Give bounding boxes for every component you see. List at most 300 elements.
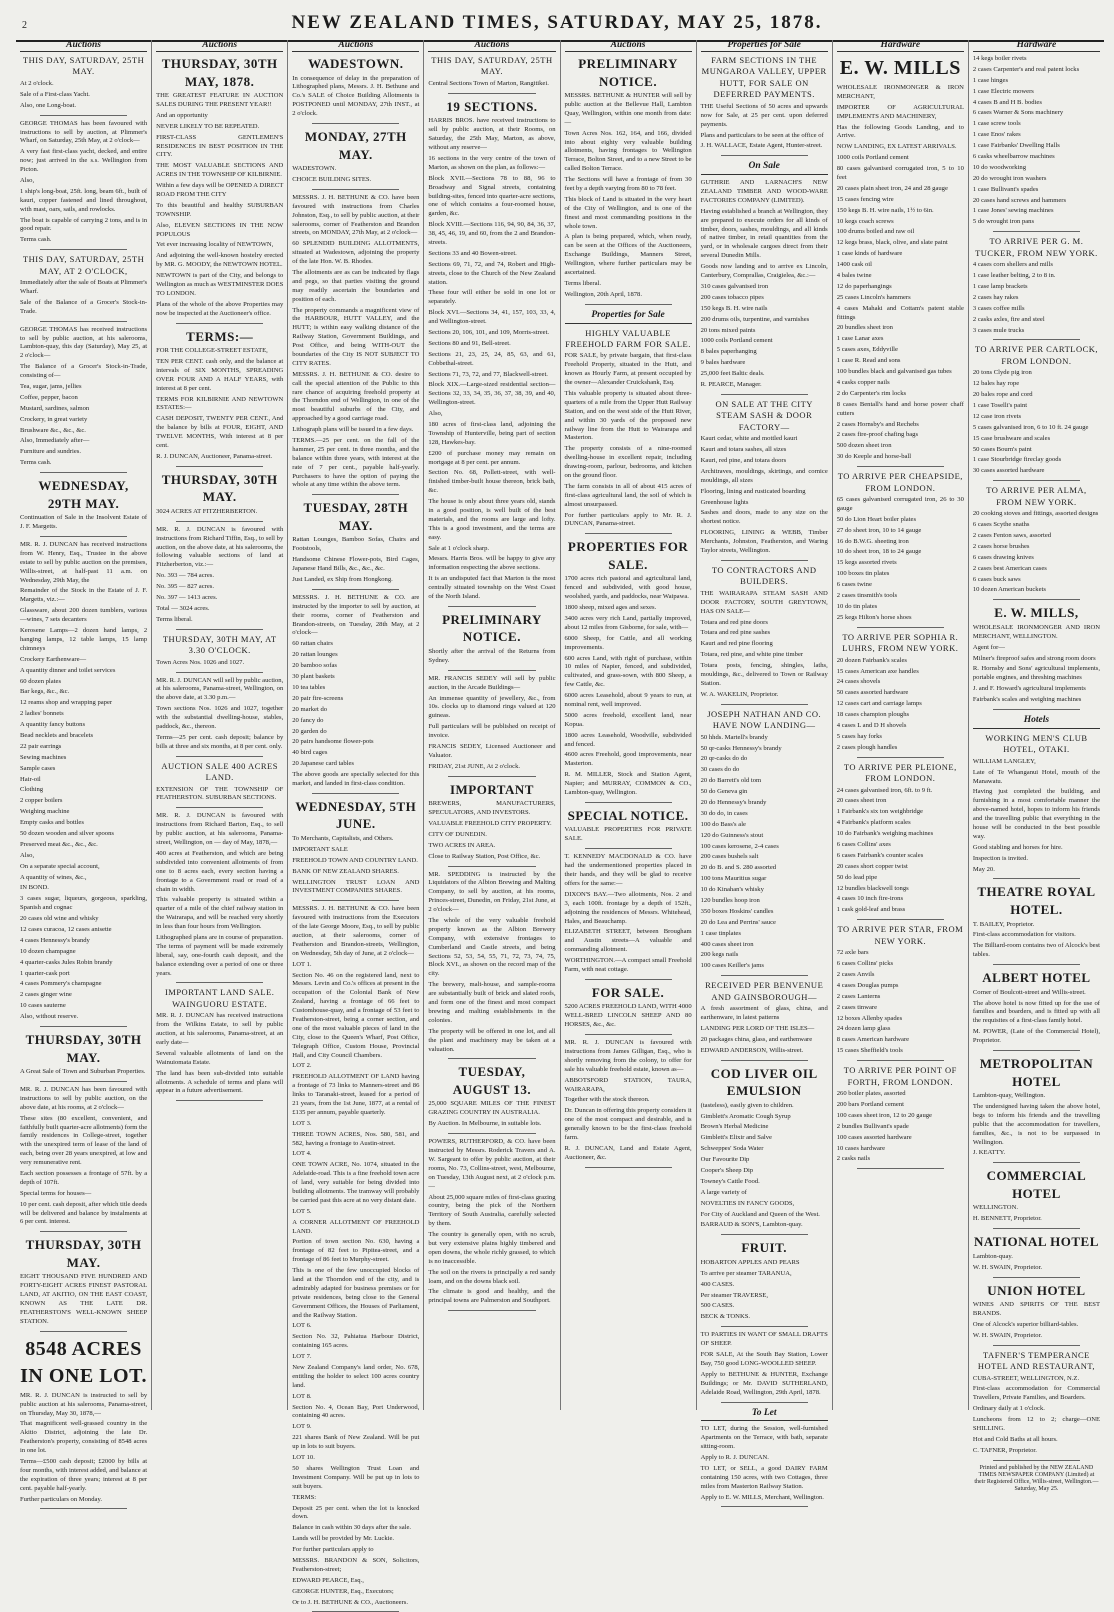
ad-line: 25,000 SQUARE MILES OF THE FINEST GRAZING COUNTRY IN AUSTRALIA. <box>428 1100 556 1117</box>
ad-heading: TAFNER'S TEMPERANCE HOTEL AND RESTAURANT, <box>977 1349 1096 1372</box>
ad-line: Lambton-quay, Wellington. <box>972 1092 1046 1100</box>
ad-line: The Sections will have a frontage of from 30 feet by a depth varying from 80 to 78 feet. <box>564 176 692 192</box>
ad-line: The house is only about three years old, stands in a good position, is well built of the best materials, and the rooms are large and lofty. This is a good investment, and the terms are easy. <box>428 498 556 541</box>
ad-divider <box>993 1050 1080 1051</box>
ad-line: 4 cases corn shellers and mills <box>972 261 1053 269</box>
ad-line: MESSRS. BRANDON & SON, Solicitors, Featherston-street; <box>292 1556 420 1573</box>
ad-divider <box>993 1277 1080 1278</box>
ad-line: A CORNER ALLOTMENT OF FREEHOLD LAND. <box>292 1218 420 1235</box>
ad-line: Deposit 25 per cent. when the lot is knocked down. <box>292 1504 420 1521</box>
ad-line: NOVELTIES IN FANCY GOODS, <box>700 1199 795 1207</box>
advertisement <box>156 328 283 462</box>
ad-line: A very fast first-class yacht, decked, and entire now; just arrived in the s.s. Wellington from Picton. <box>20 148 148 174</box>
ad-line: Sections 69, 71, 72, and 74, Robert and High-streets, close to the Church of the New Zealand station. <box>428 260 556 286</box>
ad-line: A fresh assortment of glass, china, and earthenware, in latest patterns <box>700 1005 828 1022</box>
advertisement <box>973 883 1100 960</box>
ad-line: First-class accommodation for Commercial Travellers, Private Families, and Boarders. <box>972 1385 1100 1402</box>
ad-line: Cooper's Sheep Dip <box>700 1167 754 1175</box>
ad-line: 2 cases ginger wine <box>20 991 72 999</box>
ad-line: Sale at 1 o'clock sharp. <box>428 544 490 552</box>
ad-line: 50 do Geneva gin <box>700 788 748 796</box>
ad-line: MR. R. J. DUNCAN has received instructions from W. Henry, Esq., Trustee in the above estate to sell by public auction on the premises, Willis-street, at half-past 11 a.m. on Wednesday, 29th May, the <box>20 541 148 584</box>
ad-line: Kauri, red pine, and totara doors <box>700 457 787 465</box>
ad-line: New Zealand Company's land order, No. 678, entitling the holder to select 100 acres country land. <box>292 1364 420 1389</box>
advertisement <box>428 55 555 89</box>
ad-line: Towney's Cattle Food. <box>700 1177 760 1185</box>
ad-line: 6 cases Collins' axes <box>836 841 891 849</box>
ad-divider <box>176 982 263 983</box>
ad-line: 1 case screw tools <box>972 120 1021 128</box>
ad-line: 3 cases sugar, liqueurs, gorgeous, sparkling, Spanish and cognac <box>20 895 148 912</box>
ad-line: LOT 7. <box>292 1353 312 1361</box>
ad-line: 200 cases bushels salt <box>700 853 759 861</box>
advertisement <box>156 987 283 1096</box>
advertisement <box>837 55 964 462</box>
ad-line: 180 acres of first-class land, adjoining the Township of Hunterville, being part of section 128, Hawkes-bay. <box>428 420 556 446</box>
ad-divider <box>585 533 672 534</box>
ad-line: Block XVIII.—Sections 116, 94, 90, 84, 36, 37, 38, 45, 46, 19, and 60, from the 2 and Brandon-streets. <box>428 221 556 246</box>
ad-divider <box>176 466 263 467</box>
ad-line: Totara and red pine sashes <box>700 629 771 637</box>
ad-line: WHOLESALE IRONMONGER & IRON MERCHANT, <box>836 84 964 100</box>
ad-line: FREEHOLD TOWN AND COUNTRY LAND. <box>292 856 418 864</box>
ad-divider <box>585 979 672 980</box>
ad-heading: WEDNESDAY, 5TH JUNE. <box>295 798 417 832</box>
ad-line: POWERS, RUTHERFORD, & CO. have been instructed by Messrs. Roderick Travers and A. W. Sargeant to offer by public auction, at their rooms, No. 73, Collins-street, west, Melbourne, on Tuesday, 13th August next, at 2 o'clock p.m.— <box>428 1138 556 1190</box>
column-1 <box>16 40 151 1503</box>
advertisement <box>565 1039 692 1163</box>
ad-divider <box>857 757 944 758</box>
ad-line: 30 cases assorted hardware <box>972 467 1045 475</box>
ad-divider <box>993 878 1080 879</box>
ad-line: CASH DEPOSIT, TWENTY PER CENT., And the balance by bills at FOUR, EIGHT, AND TWELVE MONTHS, With interest at 8 per cent. <box>156 415 284 450</box>
ad-line: These four will either be sold in one lot or separately. <box>428 289 556 306</box>
ad-line: LOT 10. <box>292 1454 315 1462</box>
ad-line: TERMS: <box>292 1493 317 1501</box>
ad-line: 8 cases American hardware <box>836 1036 910 1044</box>
ad-line: LOT 1. <box>292 960 312 968</box>
ad-line: MR. SPEDDING is instructed by the Liquidators of the Albion Brewing and Malting Company, to sell by auction, at his rooms, Princes-street, Dunedin, on Friday, 21st June, at 2 o'clock— <box>428 870 556 914</box>
ad-heading: THIS DAY, SATURDAY, 25TH MAY. <box>431 55 553 77</box>
ad-line: Block XVI.—Sections 34, 41, 157, 103, 33, 4, and Wellington-street. <box>428 309 556 326</box>
ad-line: 2 cases plough handles <box>836 743 898 751</box>
ad-line: 1 ship's long-boat, 25ft. long, beam 6ft., built of kauri, copper fastened and lined throughout, with mast, oars, sails, and rowlocks. <box>20 187 148 213</box>
ad-line: 50 shares Wellington Trust Loan and Investment Company. Will be put up in lots to suit buyers. <box>292 1464 420 1490</box>
ad-line: Section No. 32, Pahiatua Harbour District, containing 165 acres. <box>292 1333 420 1350</box>
ad-line: These sites (80 excellent, convenient, and faithfully built quarter-acre allotments) form the family residences in College-street, together with the unexpired term of lease of the land of each, being over 28 years unexpired, at low and very remunerative rent. <box>20 1114 148 1167</box>
ad-line: The allotments are as can be indicated by flags and pegs, so that parties visiting the ground may readily ascertain the boundaries and position of each. <box>292 269 420 303</box>
ad-line: A quantity fancy buttons <box>20 721 86 729</box>
advertisement <box>428 675 555 772</box>
ad-line: Portion of town section No. 630, having a frontage of 82 feet to Pipitea-street, and a frontage of 86 feet to Murphy-street. <box>292 1238 420 1264</box>
ad-line: 25 cases Lincoln's hammers <box>836 293 911 301</box>
ad-line: 10 dozen champagne <box>20 947 76 955</box>
ad-divider <box>40 472 127 473</box>
ad-divider <box>40 115 127 116</box>
ad-line: 20 cooking stoves and fittings, assorted designs <box>972 510 1099 518</box>
ad-line: TO PARTIES IN WANT OF SMALL DRAFTS OF SHEEP. <box>700 1331 828 1348</box>
ad-line: J. KEATTY. <box>972 1149 1006 1157</box>
ad-line: 3 cases coffee mills <box>972 304 1025 312</box>
ad-line: Or to J. H. BETHUNE & CO., Auctioneers. <box>292 1598 408 1606</box>
ad-line: Lithographed plans are in course of preparation. The terms of payment will be made extremely liberal, say, one-fourth cash deposit, and the balance extending over a period of one or three years. <box>156 933 284 977</box>
ad-divider <box>176 1100 263 1101</box>
ad-line: Also, one Long-boat. <box>20 101 77 109</box>
ad-line: Further particulars on Monday. <box>20 1495 102 1503</box>
ad-heading: ALBERT HOTEL <box>982 970 1091 986</box>
ad-line: 4 cases L and D H shovels <box>836 721 907 729</box>
ad-line: 1 case Fairbanks' Dwelling Halls <box>972 142 1060 150</box>
ad-line: MESSRS. J. H. BETHUNE & CO. are instructed by the importer to sell by auction, at their rooms, corner of Featherston and Brandon-streets, on Tuesday, 28th May, at 2 o'clock— <box>292 593 420 637</box>
ad-line: 60 dozen plates <box>20 677 62 685</box>
ad-line: An immense quantity of jewellery, &c., from 10s. clocks up to diamond rings valued at 120 guineas. <box>428 694 556 720</box>
ad-line: 10 do tin plates <box>836 602 878 610</box>
ad-line: 4 bales twine <box>836 272 872 280</box>
ad-line: IMPORTANT SALE <box>292 845 348 853</box>
ad-line: MR. R. J. DUNCAN will sell by public auction, at his salerooms, Panama-street, Wellington, on the above date, at 3.30 p.m.— <box>156 676 284 702</box>
ad-line: 1 case Electric mowers <box>972 87 1034 95</box>
ad-heading: TO ARRIVE PER G. M. TUCKER, FROM NEW YORK. <box>975 236 1098 258</box>
ad-line: J. and F. Howard's agricultural implements <box>972 685 1086 693</box>
ad-line: CITY OF DUNEDIN. <box>428 830 487 838</box>
ad-line: 4 cases Mahaki and Cottam's patent stable fittings <box>836 304 964 321</box>
ad-heading: COD LIVER OIL EMULSION <box>710 1065 818 1099</box>
ad-line: 200 kegs nails <box>700 951 739 959</box>
ad-line: Ordinary daily at 1 o'clock. <box>972 1405 1045 1413</box>
ad-line: R. PEARCE, Manager. <box>700 380 762 388</box>
ad-line: 500 dozen sheet iron <box>836 442 892 450</box>
ad-line: IN BOND. <box>20 884 49 892</box>
ad-line: Hot and Cold Baths at all hours. <box>972 1435 1058 1443</box>
advertisement <box>20 120 147 246</box>
advertisement <box>973 1282 1100 1341</box>
ad-line: ABBOTSFORD STATION, TAURA, WAIRARAPA, <box>564 1076 692 1093</box>
ad-line: 20 cases sheet iron <box>836 797 887 805</box>
ad-line: 50 do Lion Heart boiler plates <box>836 515 917 523</box>
ad-heading: ON SALE AT THE CITY STEAM SASH & DOOR FACTORY— <box>715 398 813 432</box>
ad-line: R. J. DUNCAN, Auctioneer, Panama-street. <box>156 452 273 460</box>
ad-line: 60 rattan chairs <box>292 640 333 648</box>
ad-line: 1000 coils Portland cement <box>836 154 909 162</box>
ad-line: To this beautiful and healthy SUBURBAN TOWNSHIP. <box>156 201 284 218</box>
ad-line: 200 drums oils, turpentine, and varnishes <box>700 315 810 323</box>
ad-line: Kauri cedar, white and mottled kauri <box>700 435 798 443</box>
ad-divider <box>721 1326 808 1327</box>
ad-line: Also, ELEVEN SECTIONS IN THE NOW POPULOUS <box>156 221 284 238</box>
ad-line: Terms cash. <box>20 459 52 467</box>
advertisement <box>156 677 283 752</box>
advertisement <box>428 781 555 862</box>
ad-divider <box>312 494 399 495</box>
ad-line: BREWERS, MANUFACTURERS, SPECULATORS, AND INVESTORS. <box>428 800 556 817</box>
ad-line: The soil on the rivers is principally a red sandy loam, and on the downs black soil. <box>428 1268 556 1285</box>
ad-line: Our Favourite Dip <box>700 1156 750 1164</box>
ad-line: The above goods are specially selected for this market, and landed in first-class condition. <box>292 771 420 787</box>
ad-line: 4 casks copper nails <box>836 378 890 386</box>
ad-line: Coffee, pepper, bacon <box>20 393 78 401</box>
ad-line: Dr. Duncan in offering this property considers it one of the most compact and desirable, and is generally known to be the first-class freehold farm. <box>564 1107 692 1141</box>
ad-line: 2 casks nails <box>836 1155 871 1163</box>
ad-heading: TO ARRIVE PER PLEIONE, FROM LONDON. <box>843 761 957 784</box>
ad-line: 6 cases twine <box>836 581 872 589</box>
ad-heading: To Let <box>701 1407 828 1422</box>
column-heading: Auctions <box>20 40 147 52</box>
ad-line: H. BENNETT, Proprietor. <box>972 1215 1042 1223</box>
ad-line: This valuable property is situated within a quarter of a mile of the chief railway station in the Wairarapa, and will be reached very shortly in less than four hours from Wellington. <box>156 896 284 931</box>
ad-line: 72 axle bars <box>836 949 869 957</box>
ad-line: THE Useful Sections of 50 acres and upwards now for Sale, at 25 per cent. upon deferred payments. <box>700 102 828 128</box>
ad-line: 30 cases do do <box>700 766 740 774</box>
ad-line: Having just completed the building, and furnishing in a most comfortable manner the above-named hotel, hopes to inform his friends and the travelling public that everything in the house will be conducted in the best possible way. <box>972 788 1100 840</box>
column-5 <box>560 40 696 1410</box>
ad-line: 100 tons Mauritius sugar <box>700 875 767 883</box>
advertisement <box>292 499 419 585</box>
ad-divider <box>993 480 1080 481</box>
ad-line: 18 cases champion ploughs <box>836 711 910 719</box>
ad-line: 2 cases best American cases <box>972 564 1047 572</box>
ad-heading: PRELIMINARY NOTICE. <box>578 56 678 89</box>
section-heading <box>701 160 828 175</box>
ad-line: MR. R. J. DUNCAN is favoured with instructions from Richard Barton, Esq., to sell by public auction, at his salerooms, Panama-street, Wellington, on — day of May, 1878,— <box>156 812 284 847</box>
ad-line: Schweppes' Soda Water <box>700 1145 764 1153</box>
ad-line: 15 case brushware and scales <box>972 434 1051 442</box>
ad-line: Immediately after the sale of Boats at Plimmer's Wharf. <box>20 279 148 296</box>
ad-line: Within a few days will be OPENED A DIRECT ROAD FROM THE CITY <box>156 182 284 198</box>
ad-line: A quantity of wines, &c., <box>20 873 87 881</box>
advertisement <box>565 328 692 530</box>
ad-line: TO LET, during the Session, well-furnished Apartments on the Terrace, with bath, separate sitting-room. <box>700 1425 828 1451</box>
ad-line: Just Landed, ex Ship from Hongkong. <box>292 576 393 584</box>
ad-line: ONE TOWN ACRE, No. 1074, situated in the Adelaide-road. This is a fine freehold town acre of land, very suitable for being divided into building allotments. The tramway will probably be carried past this acre at no very distant date. <box>292 1161 420 1204</box>
ad-line: 120 do Guinness's stout <box>700 831 764 839</box>
ad-line: 20 fancy do <box>292 716 324 724</box>
advertisement <box>156 812 283 978</box>
ad-line: HARRIS BROS. have received instructions to sell by public auction, at their Rooms, on Saturday, the 25th May, Marton, as above, without any reserve— <box>428 117 556 152</box>
ad-line: R. Hornsby and Sons' agricultural implements, portable engines, and threshing machines <box>972 665 1100 682</box>
ad-line: R. J. DUNCAN, Land and Estate Agent, Auctioneer, &c. <box>564 1144 692 1161</box>
ad-line: A large variety of <box>700 1188 747 1196</box>
ad-line: Special terms for houses— <box>20 1189 92 1197</box>
ad-line: The climate is good and healthy, and the principal towns are Palmerston and Southport. <box>428 1288 556 1305</box>
ad-line: The country is generally open, with no scrub, but very extensive plains highly timbered and open downs, the whole richly grassed, to which is no inaccessible. <box>428 1231 556 1265</box>
ad-line: 10 do Kinahan's whisky <box>700 886 764 894</box>
ad-line: NOW LANDING, EX LATEST ARRIVALS. <box>836 143 957 151</box>
advertisement <box>292 194 419 491</box>
ad-line: 20 bamboo sofas <box>292 662 337 670</box>
ad-line: 1 quarter-cask port <box>20 969 70 977</box>
column-8 <box>968 40 1104 1493</box>
advertisement <box>20 1336 147 1505</box>
ad-line: 2 casks axles, fire and steel <box>972 315 1045 323</box>
ad-line: Full particulars will be published on receipt of invoice. <box>428 723 556 740</box>
ad-line: 1700 acres rich pastoral and agricultural land, fenced and subdivided, with good house, woolshed, yards, and paddocks, near Waipawa. <box>564 575 692 601</box>
ad-line: 100 cases kerosene, 2-4 cases <box>700 842 779 850</box>
ad-line: NEVER LIKELY TO BE REPEATED. <box>156 122 260 130</box>
ad-line: 400 acres at Featherston, and which are being subdivided into convenient allotments of from one to 8 acres each, every section having a frontage to a Government road or road of a chain in width. <box>156 849 284 893</box>
column-heading: Auctions <box>565 40 692 52</box>
ad-line: MESSRS. J. H. BETHUNE & CO. have been favoured with instructions from Charles Johnston, Esq., to sell by public auction, at their salerooms, corner of Featherston and Brandon streets, on MONDAY, 27th May, at 2 o'clock— <box>292 193 420 237</box>
ad-line: 1 case lamp brackets <box>972 282 1028 290</box>
ad-line: Together with the stock thereon. <box>564 1096 650 1104</box>
section-heading <box>701 1407 828 1422</box>
ad-line: 4 cases Douglas pumps <box>836 981 899 989</box>
ad-line: In consequence of delay in the preparation of Lithographed plans, Messrs. J. H. Bethune and Co.'s SALE of Choice Building Allotments is POSTPONED until MONDAY, 27th INST., at 2 o'clock. <box>292 74 420 118</box>
ad-line: 150 kegs B. H. wire nails, 1½ to 6in. <box>836 206 934 214</box>
ad-line: 10 tea tables <box>292 683 326 691</box>
advertisement <box>973 1055 1100 1158</box>
ad-line: VALUABLE FREEHOLD CITY PROPERTY. <box>428 820 552 828</box>
ad-divider <box>993 1162 1080 1163</box>
ad-line: M. POWER, (Late of the Commercial Hotel), Proprietor. <box>972 1028 1100 1045</box>
ad-line: 12 do paperhangings <box>836 282 892 290</box>
ad-line: 12 bundles blackwell tongs <box>836 884 909 892</box>
advertisement <box>292 905 419 1607</box>
advertisement <box>20 477 147 532</box>
ad-line: Section No. 46 on the registered land, next to Messrs. Levin and Co.'s offices at present in the occupation of the Colonial Bank of New Zealand, having a frontage of 66 feet to Customhouse-quay, and a frontage of 53 feet to Featherston-street, being a corner section, and one of the most valuable pieces of land in the City, close to the Queen's Wharf, Post Office, Telegraph Office, Custom House, Provincial Hall, and City Council Chambers. <box>292 971 420 1059</box>
masthead <box>0 6 1114 36</box>
ad-line: 1000 coils Portland cement <box>700 337 773 345</box>
ad-line: One of Alcock's superior billiard-tables. <box>972 1320 1079 1328</box>
ad-line: The whole of the very valuable freehold property known as the Albion Brewery Company, with extensive frontages to Cumberland and Castle streets, and being Sections 52, 53, 54, 55, 71, 72, 73, 74, 75, Block XVI., as shown on the record map of the city. <box>428 917 556 978</box>
ad-heading: WORKING MEN'S CLUB HOTEL, OTAKI. <box>985 732 1088 755</box>
ad-line: Also, <box>428 410 443 418</box>
ad-line: 20 cases old wine and whisky <box>20 915 99 923</box>
ad-line: BARRAUD & SON'S, Lambton-quay. <box>700 1221 803 1229</box>
ad-line: T. BAILEY, Proprietor. <box>972 920 1035 928</box>
column-4 <box>423 40 559 1410</box>
ad-line: That magnificent well-grassed country in the Akitio District, adjoining the late Dr. Featherston's property, consisting of 8548 acres in one lot. <box>20 1420 148 1455</box>
ad-line: 12 case iron rivets <box>972 412 1022 420</box>
ad-line: 15 kegs assorted rivets <box>836 559 897 567</box>
ad-line: 50 dozen wooden and silver spoons <box>20 829 114 837</box>
ad-divider <box>585 1034 672 1035</box>
ad-line: 1800 sheep, mixed ages and sexes. <box>564 604 657 612</box>
ad-divider <box>176 672 263 673</box>
ad-line: And an opportunity <box>156 111 208 119</box>
ad-line: To Merchants, Capitalists, and Others. <box>292 834 394 842</box>
ad-line: Plans of the whole of the above Properties may now be inspected at the Auctioneer's office. <box>156 300 284 317</box>
ad-line: Section No. 4, Ocean Bay, Port Underwood, containing 40 acres. <box>292 1403 420 1420</box>
ad-line: 221 shares Bank of New Zealand. Will be put up in lots to suit buyers. <box>292 1434 420 1451</box>
ad-divider <box>448 1310 535 1311</box>
ad-line: The above hotel is now fitted up for the use of families and boarders, and is fitted up with all the requisites of a first-class family hotel. <box>972 999 1100 1025</box>
advertisement <box>292 798 419 896</box>
ad-heading: TO ARRIVE PER CHEAPSIDE, FROM LONDON. <box>837 471 963 493</box>
ad-divider <box>585 304 672 305</box>
ad-line: 15 cases Sheffield's tools <box>836 1047 903 1055</box>
ad-line: 100 cases assorted hardware <box>836 1133 912 1141</box>
ad-line: Furniture and sundries. <box>20 448 81 456</box>
ad-line: NEWTOWN is part of the City, and belongs to Wellington as much as WESTMINSTER DOES TO LONDON. <box>156 272 284 297</box>
advertisement <box>701 399 828 556</box>
ad-line: TO LET, or SELL, a good DAIRY FARM containing 150 acres, with two Cottages, three miles from Masterton Railway Station. <box>700 1464 828 1490</box>
ad-heading: THIS DAY, SATURDAY, 25TH MAY. <box>22 55 145 77</box>
ad-line: Greenhouse lights <box>700 498 749 506</box>
ad-line: Terms liberal. <box>156 615 193 623</box>
ad-heading: TO ARRIVE PER STAR, FROM NEW YORK. <box>837 924 964 946</box>
ad-divider <box>993 1460 1080 1461</box>
ad-line: 15 cases American axe handles <box>836 667 919 675</box>
ad-line: 12 reams shop and wrapping paper <box>20 699 113 707</box>
advertisement <box>428 611 555 666</box>
ad-line: 50 cases Bourn's paint <box>972 445 1032 453</box>
ad-heading: JOSEPH NATHAN AND CO. HAVE NOW LANDING— <box>707 708 822 731</box>
ad-heading: E. W. MILLS <box>839 57 961 79</box>
ad-line: 4600 acres Freehold, good improvements, near Masterton. <box>564 751 692 768</box>
ad-line: LOT 5. <box>292 1207 312 1215</box>
ad-line: LANDING PER LORD OF THE ISLES— <box>700 1024 815 1032</box>
advertisement <box>20 254 147 317</box>
column-heading: Auctions <box>292 40 419 52</box>
ad-line: Totara and red pine doors <box>700 618 768 626</box>
ad-line: The Billiard-room contains two of Alcock's best tables. <box>972 942 1100 959</box>
ad-line: This block of Land is situated in the very heart of the City of Wellington, and is one of the finest and most commanding positions in the whole town. <box>564 195 692 230</box>
ad-line: Terms—£500 cash deposit; £2000 by bills at four months, with interest added, and balance at the expiration of three years; interest at 8 per cent. payable half-yearly. <box>20 1458 148 1492</box>
ad-line: 14 kegs boiler rivets <box>972 55 1027 62</box>
ad-divider <box>448 866 535 867</box>
ad-line: 6000 Sheep, for Cattle, and all working improvements. <box>564 634 692 651</box>
ad-divider <box>993 339 1080 340</box>
section-heading <box>565 309 692 324</box>
ad-line: Shortly after the arrival of the Returns from Sydney. <box>428 648 556 664</box>
ad-line: 6 cases Scythe snaths <box>972 521 1030 529</box>
ad-line: No. 395 — 827 acres. <box>156 583 214 591</box>
ad-line: Brown's Herbal Medicine <box>700 1123 769 1131</box>
ad-line: This is one of the few unoccupied blocks of land at the Thorndon end of the city, and is admirably adapted for business premises or for private residences, being close to the General Government Offices, the Houses of Parliament, and the Railway Station. <box>292 1267 420 1319</box>
ad-heading: TO ARRIVE PER CARTLOCK, FROM LONDON. <box>974 344 1099 366</box>
ad-line: And adjoining the well-known hostelry erected by MR. G. MOODY, the NEWTOWN HOTEL. <box>156 252 284 269</box>
advertisement <box>565 55 692 300</box>
ad-line: Inspection is invited. <box>972 854 1028 862</box>
ad-heading: TO ARRIVE PER POINT OF FORTH, FROM LONDON. <box>843 1065 957 1087</box>
ad-line: 310 cases galvanised iron <box>700 282 769 290</box>
ad-line: 8 bales paperhanging <box>700 348 757 356</box>
ad-line: HOBARTON APPLES AND PEARS <box>700 1258 800 1266</box>
ad-line: Bar kegs, &c., &c. <box>20 688 70 696</box>
ad-line: 24 cases shovels <box>836 678 881 686</box>
ad-line: FOR SALE, by private bargain, that first-class Freehold Property, situated in the Hutt, and known as Hourly Farm, at present occupied by the owner—Alexander Cruickshank, Esq. <box>564 352 692 387</box>
ad-line: 5000 acres freehold, excellent land, near Kopua. <box>564 711 692 728</box>
ad-line: Central Sections Town of Marton, Rangitikei. <box>428 79 549 87</box>
ad-divider <box>176 521 263 522</box>
ad-line: This valuable property is situated about three-quarters of a mile from the Upper Hutt Railway Station, and on the west side of the Hutt River, and within 30 yards of the proposed new railway line from the Hutt to Wairarapa and Masterton. <box>564 390 692 442</box>
ad-line: 30 do do, in cases <box>700 809 748 817</box>
ad-heading: Hotels <box>973 714 1100 729</box>
ad-line: 12 cases curacoa, 12 cases anisette <box>20 925 112 933</box>
ad-line: Sale of the Balance of a Grocer's Stock-in-Trade. <box>20 298 148 315</box>
ad-line: Per steamer TRAVERSE, <box>700 1291 768 1299</box>
ad-heading: PRELIMINARY NOTICE. <box>442 611 542 645</box>
ad-line: MR. R. J. DUNCAN is instructed to sell by public auction at his salerooms, Panama-street, on Thursday, May 30, 1878,— <box>20 1391 148 1417</box>
ad-line: 4 Fairbank's platform scales <box>836 819 911 827</box>
ad-line: 6 cases Warner & Sons machinery <box>972 109 1064 117</box>
ad-line: MESSRS. J. H. BETHUNE & CO. desire to call the special attention of the Public to this rare chance of acquiring freehold property at the Thorndon end of Wellington, in one of the most beautiful suburbs of the City, and approached by a good carriage road. <box>292 370 420 423</box>
advertisement <box>156 634 283 668</box>
ad-line: 20 Japanese card tables <box>292 760 354 768</box>
ad-line: 20 do Barrett's old tom <box>700 777 762 785</box>
ad-line: (tasteless), easily given to children. <box>700 1101 794 1109</box>
ad-line: Lambton-quay. <box>972 1252 1013 1260</box>
ad-line: A plan is being prepared, which, when ready, can be seen at the Offices of the Auctioneers, Exchange Buildings, Manners Street, Wellington, where further particulars may be ascertained. <box>564 233 692 277</box>
advertisement <box>973 604 1100 705</box>
ad-heading: TERMS:— <box>186 328 254 344</box>
ad-line: 2 cases fire-proof chafing bags <box>836 431 919 439</box>
ad-line: 12 bales hay rope <box>972 380 1020 388</box>
ad-divider <box>448 1133 535 1134</box>
ad-line: Apply to E. W. MILLS, Merchant, Wellington. <box>700 1493 824 1501</box>
ad-divider <box>40 1331 127 1332</box>
ad-line: 60 SPLENDID BUILDING ALLOTMENTS, situated at Wadestown, adjoining the property of the late Hon. W. B. Rhodes. <box>292 240 420 266</box>
